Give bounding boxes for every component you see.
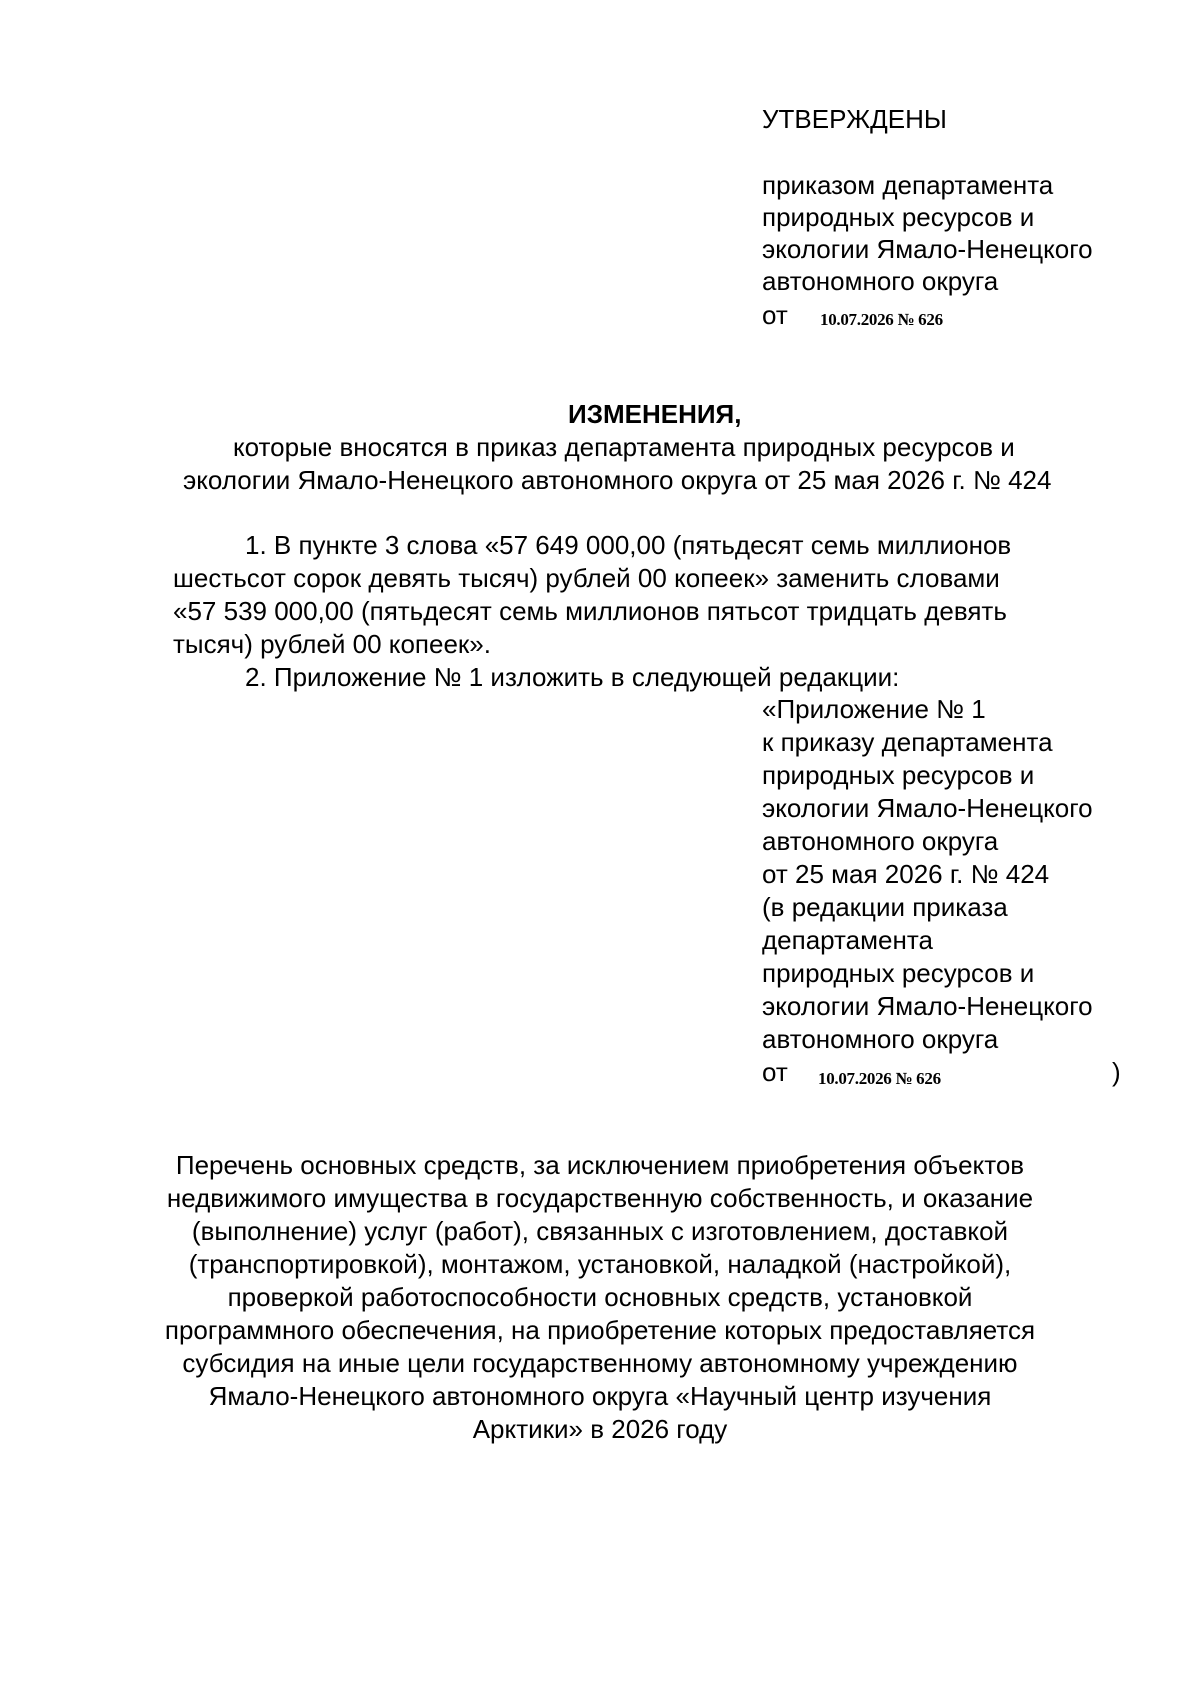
document-subtitle: которые вносятся в приказ департамента природных ресурсов и xyxy=(233,432,1015,462)
list-title-line: Ямало-Ненецкого автономного округа «Научный центр изучения xyxy=(208,1381,992,1411)
list-title-line: Арктики» в 2026 году xyxy=(472,1414,728,1444)
list-title-line: (выполнение) услуг (работ), связанных с изготовлением, доставкой xyxy=(191,1216,1009,1246)
list-title-line: Перечень основных средств, за исключением приобретения объектов xyxy=(175,1150,1025,1180)
item-1-text: 1. В пункте 3 слова «57 649 000,00 (пятьдесят семь миллионов xyxy=(245,530,1012,560)
approval-date-stamp: 10.07.2026 № 626 xyxy=(820,310,943,329)
item-2-text: 2. Приложение № 1 изложить в следующей редакции: xyxy=(245,662,900,692)
appendix-line: департамента xyxy=(762,925,933,955)
appendix-line: экологии Ямало-Ненецкого xyxy=(762,793,1093,823)
approval-line: автономного округа xyxy=(762,266,999,296)
appendix-line: природных ресурсов и xyxy=(762,958,1035,988)
list-title-line: программного обеспечения, на приобретение которых предоставляется xyxy=(164,1315,1036,1345)
appendix-date-stamp: 10.07.2026 № 626 xyxy=(818,1069,941,1088)
approval-line: приказом департамента xyxy=(762,170,1054,200)
appendix-line: автономного округа xyxy=(762,1024,999,1054)
item-1-text: «57 539 000,00 (пятьдесят семь миллионов пятьсот тридцать девять xyxy=(173,596,1007,626)
list-title-line: субсидия на иные цели государственному автономному учреждению xyxy=(182,1348,1018,1378)
appendix-line: к приказу департамента xyxy=(762,727,1053,757)
list-title-line: (транспортировкой), монтажом, установкой, наладкой (настройкой), xyxy=(188,1249,1012,1279)
approval-title: УТВЕРЖДЕНЫ xyxy=(762,104,947,134)
appendix-line: автономного округа xyxy=(762,826,999,856)
list-title-line: недвижимого имущества в государственную собственность, и оказание xyxy=(166,1183,1034,1213)
item-1-text: шестьсот сорок девять тысяч) рублей 00 копеек» заменить словами xyxy=(173,563,1000,593)
appendix-line: (в редакции приказа xyxy=(762,892,1008,922)
approval-date-prefix: от xyxy=(762,300,788,330)
document-heading: ИЗМЕНЕНИЯ, xyxy=(568,399,742,429)
document-subtitle: экологии Ямало-Ненецкого автономного округа от 25 мая 2026 г. № 424 xyxy=(183,465,1052,495)
appendix-line: «Приложение № 1 xyxy=(762,694,986,724)
approval-line: экологии Ямало-Ненецкого xyxy=(762,234,1093,264)
item-1-text: тысяч) рублей 00 копеек». xyxy=(173,629,491,659)
list-title-line: проверкой работоспособности основных средств, установкой xyxy=(227,1282,973,1312)
appendix-closing-paren: ) xyxy=(1112,1057,1121,1087)
appendix-line: природных ресурсов и xyxy=(762,760,1035,790)
appendix-line: экологии Ямало-Ненецкого xyxy=(762,991,1093,1021)
appendix-line: от 25 мая 2026 г. № 424 xyxy=(762,859,1050,889)
approval-line: природных ресурсов и xyxy=(762,202,1035,232)
appendix-date-prefix: от xyxy=(762,1057,788,1087)
